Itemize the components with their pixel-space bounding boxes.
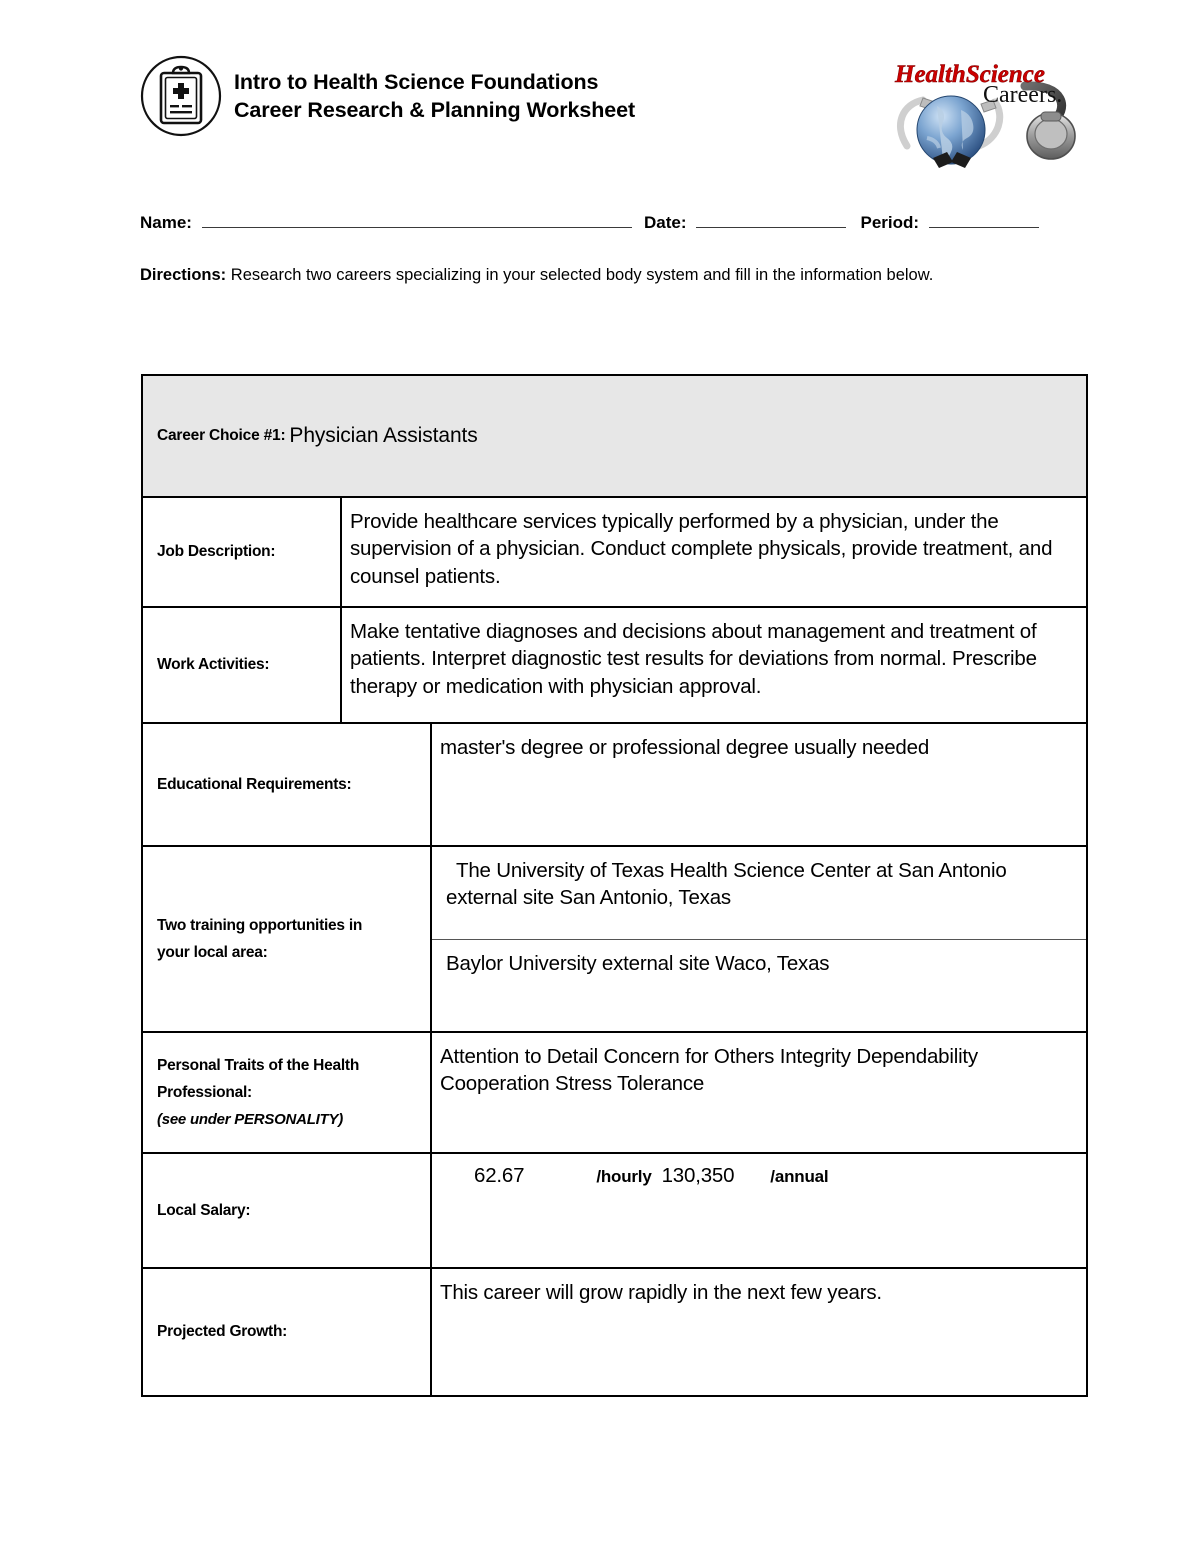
- header-title-block: [140, 55, 635, 137]
- table-row-job-description: [143, 498, 1086, 608]
- training-opportunities-values: [432, 847, 1086, 1031]
- career-worksheet-table: [141, 374, 1088, 1397]
- work-activities-value[interactable]: Make tentative diagnoses and decisions about management and treatment of patients. Interpret diagnostic test results for deviations from normal. Prescribe therapy or medication with physician approval.: [350, 620, 1037, 698]
- table-row-training-opportunities: [143, 847, 1086, 1033]
- directions-label: Directions:: [140, 266, 227, 284]
- name-input[interactable]: [202, 212, 632, 228]
- training-opportunity-2[interactable]: Baylor University external site Waco, Texas: [446, 952, 830, 975]
- job-description-label: Job Description:: [143, 498, 342, 606]
- personal-traits-label-line2: Professional:: [157, 1084, 252, 1102]
- personal-traits-label: [143, 1033, 432, 1152]
- annual-salary-value[interactable]: 130,350: [661, 1164, 735, 1187]
- career-choice-label: Career Choice #1:: [157, 427, 286, 444]
- personal-traits-label-line1: Personal Traits of the Health: [157, 1057, 360, 1075]
- directions-block: [140, 262, 1040, 289]
- table-row-local-salary: [143, 1154, 1086, 1269]
- projected-growth-label: Projected Growth:: [143, 1269, 432, 1395]
- training-opportunity-1[interactable]: The University of Texas Health Science Center at San Antonio external site San Antonio, Texas: [432, 847, 1086, 940]
- training-opportunities-label-line1: Two training opportunities in: [157, 916, 363, 934]
- training-opportunities-label-line2: your local area:: [157, 944, 268, 961]
- health-science-careers-logo: [875, 50, 1090, 170]
- period-label: Period:: [860, 213, 920, 232]
- educational-requirements-label: Educational Requirements:: [143, 724, 432, 845]
- period-input[interactable]: [929, 212, 1039, 228]
- table-row-projected-growth: [143, 1269, 1086, 1395]
- hourly-salary-value[interactable]: 62.67: [474, 1164, 525, 1187]
- table-row-personal-traits: [143, 1033, 1086, 1154]
- personal-traits-value[interactable]: Attention to Detail Concern for Others Integrity Dependability Cooperation Stress Tolerance: [440, 1045, 978, 1096]
- svg-text:Careers.: Careers.: [983, 82, 1063, 108]
- identification-line: [140, 212, 1090, 240]
- annual-salary-unit: /annual: [770, 1167, 829, 1186]
- page-title-line2: Career Research & Planning Worksheet: [234, 98, 636, 122]
- job-description-value[interactable]: Provide healthcare services typically performed by a physician, under the supervision of a physician. Conduct complete physicals, provide treatment, and counsel patients.: [350, 510, 1053, 588]
- table-row-work-activities: [143, 608, 1086, 724]
- career-choice-banner: [143, 376, 1086, 498]
- name-label: Name:: [140, 213, 192, 232]
- page-title-line1: Intro to Health Science Foundations: [234, 69, 599, 94]
- clipboard-medical-icon: [140, 55, 222, 137]
- page-header: [140, 55, 1090, 175]
- career-choice-value[interactable]: Physician Assistants: [289, 424, 478, 447]
- svg-text:HealthScience: HealthScience: [895, 61, 1045, 88]
- work-activities-label: Work Activities:: [143, 608, 342, 722]
- local-salary-values: [432, 1154, 1086, 1267]
- educational-requirements-value[interactable]: master's degree or professional degree usually needed: [440, 736, 930, 759]
- date-input[interactable]: [696, 212, 846, 228]
- directions-text: Research two careers specializing in your selected body system and fill in the information below.: [230, 266, 934, 284]
- date-label: Date:: [643, 213, 687, 232]
- local-salary-label: Local Salary:: [143, 1154, 432, 1267]
- training-opportunities-label: [143, 847, 432, 1031]
- hourly-salary-unit: /hourly: [596, 1167, 652, 1186]
- personal-traits-label-note: (see under PERSONALITY): [157, 1110, 343, 1128]
- projected-growth-value[interactable]: This career will grow rapidly in the next few years.: [440, 1281, 882, 1304]
- table-row-educational-requirements: [143, 724, 1086, 847]
